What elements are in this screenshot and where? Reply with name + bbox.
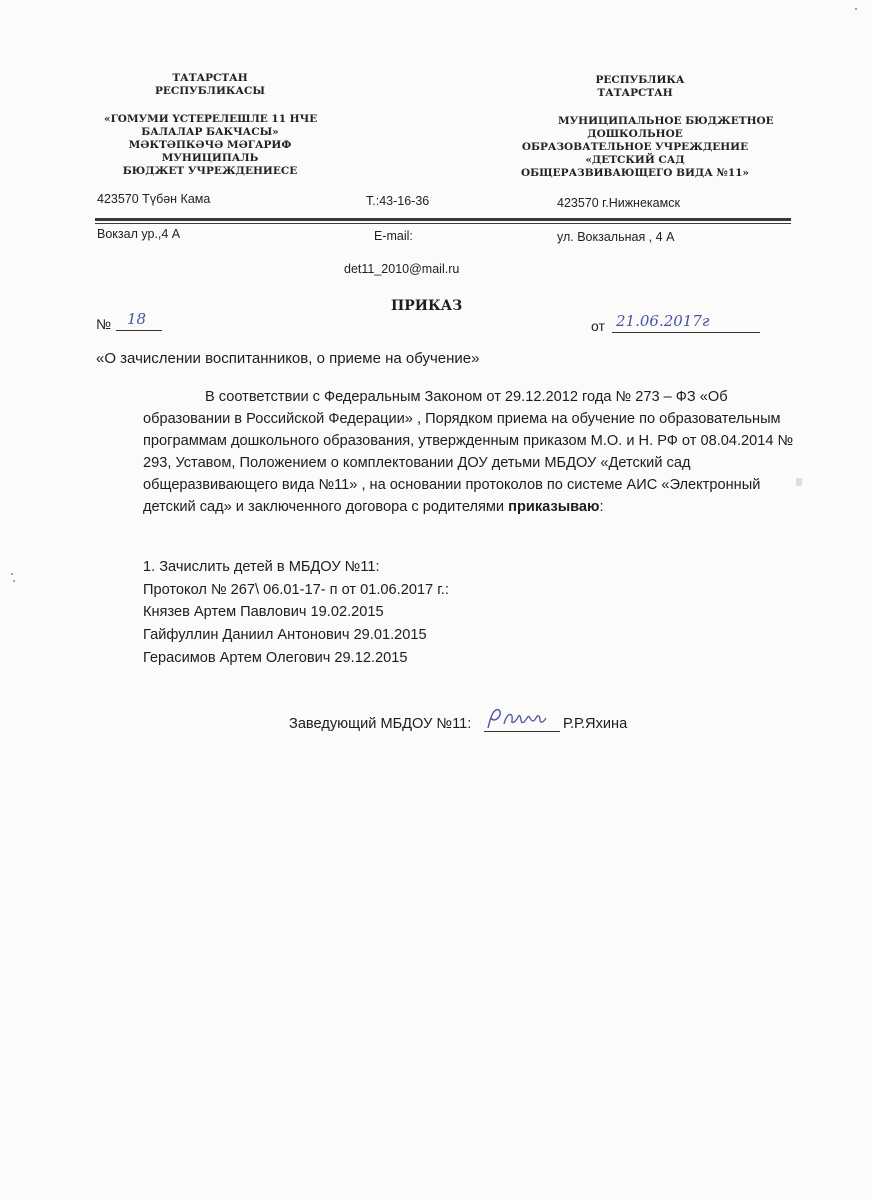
list-item: 1. Зачислить детей в МБДОУ №11: (143, 559, 380, 575)
header-right-line: ОБРАЗОВАТЕЛЬНОЕ УЧРЕЖДЕНИЕ (521, 141, 749, 153)
header-right-line: «ДЕТСКИЙ САД (585, 154, 685, 166)
order-number-value: 18 (127, 310, 147, 328)
address-left-line1: 423570 Түбән Кама (97, 192, 211, 206)
handwritten-signature (482, 706, 566, 732)
enrollment-list (143, 556, 449, 670)
order-paragraph (143, 386, 803, 518)
header-right-line: РЕСПУБЛИКА (595, 74, 685, 86)
order-paragraph-text: В соответствии с Федеральным Законом от 29.12.2012 года № 273 – ФЗ «Об образовании в Российской Федерации» , Порядком приема на обучение по образовательным программам дошкольного образования, утвержденным приказом М.О. и Н. РФ от 08.04.2014 № 293, Уставом, Положением о комплектовании ДОУ детьми МБДОУ «Детский сад общеразвивающего вида №11» , на основании протоколов по системе АИС «Электронный детский сад» и заключенного договора с родителями (143, 389, 794, 515)
address-left-line2: Вокзал ур.,4 А (97, 227, 181, 241)
order-number-underline (116, 330, 162, 331)
header-left-line: БАЛАЛАР БАКЧАСЫ» (141, 126, 279, 138)
order-date-underline (612, 332, 760, 333)
header-left-line: ТАТАРСТАН (172, 72, 248, 84)
order-body (143, 386, 803, 518)
header-left-line: МӘКТӘПКӘЧӘ МӘГАРИФ (128, 139, 292, 151)
list-item: Герасимов Артем Олегович 29.12.2015 (143, 649, 408, 666)
order-command-colon: : (599, 499, 604, 515)
header-left-line: «ГОМУМИ ҮСТЕРЕЛЕШЛЕ 11 НЧЕ (104, 113, 318, 125)
header-left-line: МУНИЦИПАЛЬ (161, 152, 259, 164)
header-right-gap (520, 100, 750, 113)
email-address: det11_2010@mail.ru (344, 262, 460, 276)
header-right-line: ДОШКОЛЬНОЕ (587, 128, 683, 140)
scan-speck (11, 573, 13, 575)
order-date-label: от (591, 318, 605, 334)
address-right-line1: 423570 г.Нижнекамск (557, 196, 680, 210)
scan-speck (796, 478, 802, 486)
order-date-value: 21.06.2017г (616, 312, 710, 330)
list-item: Гайфуллин Даниил Антонович 29.01.2015 (143, 627, 427, 644)
signatory-name: Р.Р.Яхина (563, 716, 628, 732)
header-left-line: БЮДЖЕТ УЧРЕЖДЕНИЕСЕ (122, 165, 298, 177)
header-left-gap (104, 98, 316, 111)
list-item: Князев Артем Павлович 19.02.2015 (143, 604, 384, 621)
header-right-line: ТАТАРСТАН (597, 87, 673, 99)
list-item: Протокол № 267\ 06.01-17- п от 01.06.2017 г.: (143, 581, 449, 598)
phone-number: Т.:43-16-36 (366, 194, 430, 208)
header-left (104, 72, 316, 178)
header-divider (95, 218, 791, 221)
order-title: ПРИКАЗ (391, 298, 463, 314)
header-right-line: ОБЩЕРАЗВИВАЮЩЕГО ВИДА №11» (520, 167, 749, 179)
scan-speck (855, 8, 857, 10)
address-right-line2: ул. Вокзальная , 4 А (557, 230, 675, 244)
signature-underline (484, 731, 560, 732)
order-subject: «О зачислении воспитанников, о приеме на обучение» (96, 350, 480, 367)
header-left-line: РЕСПУБЛИКАСЫ (155, 85, 265, 97)
email-label: E-mail: (374, 229, 413, 243)
header-right (520, 74, 774, 180)
scan-speck (13, 580, 15, 582)
signature-label: Заведующий МБДОУ №11: (289, 716, 472, 732)
header-right-line: МУНИЦИПАЛЬНОЕ БЮДЖЕТНОЕ (558, 115, 774, 127)
header-divider-thin (95, 223, 791, 224)
order-number-label: № (96, 316, 112, 332)
order-command: приказываю (508, 499, 600, 515)
